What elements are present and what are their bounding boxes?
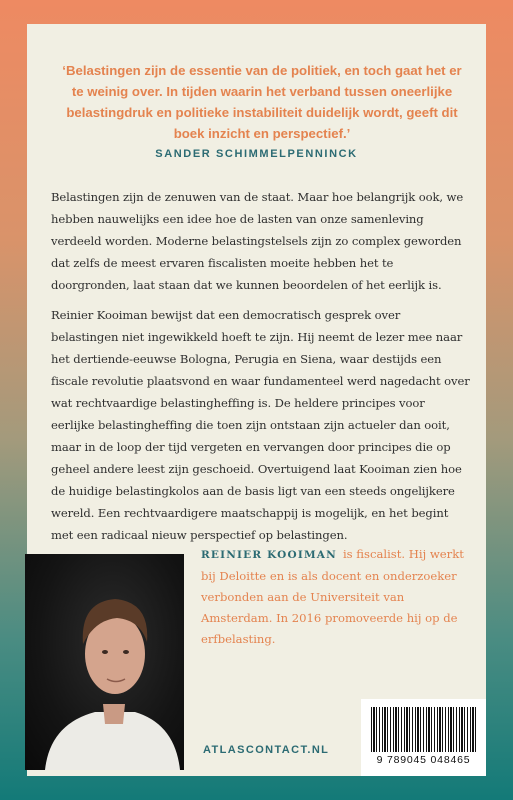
author-photo [25, 554, 184, 770]
isbn-barcode [361, 699, 486, 776]
blurb-paragraph-1: Belastingen zijn de zenuwen van de staat. Maar hoe belangrijk ook, we hebben nauwelijks een idee hoe de lasten van onze samenleving verdeeld worden. Moderne belastingstelsels zijn zo complex geworden dat zelfs de meest ervaren fiscalisten moeite hebben het te doorgronden, laat staan dat we kunnen beoordelen of het eerlijk is. [51, 190, 464, 292]
author-name: REINIER KOOIMAN [201, 549, 337, 561]
author-bio-text: is fiscalist. Hij werkt bij Deloitte en is als docent en onderzoeker verbonden aan de Universiteit van Amsterdam. In 2016 promoveerde hij op de erfbelasting. [201, 547, 464, 646]
blurb-paragraph-2: Reinier Kooiman bewijst dat een democratisch gesprek over belastingen niet ingewikkeld hoeft te zijn. Hij neemt de lezer mee naar het dertiende-eeuwse Bologna, Perugia en Siena, waar destijds een fiscale revolutie plaatsvond en waar fundamenteel werd nagedacht over wat rechtvaardige belastingheffing is. De heldere principes voor eerlijke belastingheffing die toen zijn ontstaan zijn actueler dan ooit, maar in de loop der tijd vergeten en vervangen door principes die op geheel andere leest zijn geschoeid. Overtuigend laat Kooiman zien hoe de huidige belastingkolos aan de basis ligt van een steeds ongelijkere wereld. Een rechtvaardigere maatschappij is mogelijk, en het begint met een radicaal nieuw perspectief op belastingen. [51, 308, 470, 542]
barcode-number: 9 789045 048465 [376, 754, 471, 766]
publisher-website: ATLASCONTACT.NL [203, 744, 330, 756]
author-bio [201, 544, 476, 650]
barcode-bars [371, 707, 476, 752]
author-portrait-illustration [25, 554, 184, 770]
back-cover-panel [27, 24, 486, 776]
endorsement-quote: ‘Belastingen zijn de essentie van de politiek, en toch gaat het er te weinig over. In tijden waarin het verband tussen oneerlijke belastingdruk en politieke instabiliteit duidelijk wordt, geeft dit boek inzicht en perspectief.’ [62, 63, 462, 141]
quote-author: SANDER SCHIMMELPENNINCK [155, 148, 358, 160]
